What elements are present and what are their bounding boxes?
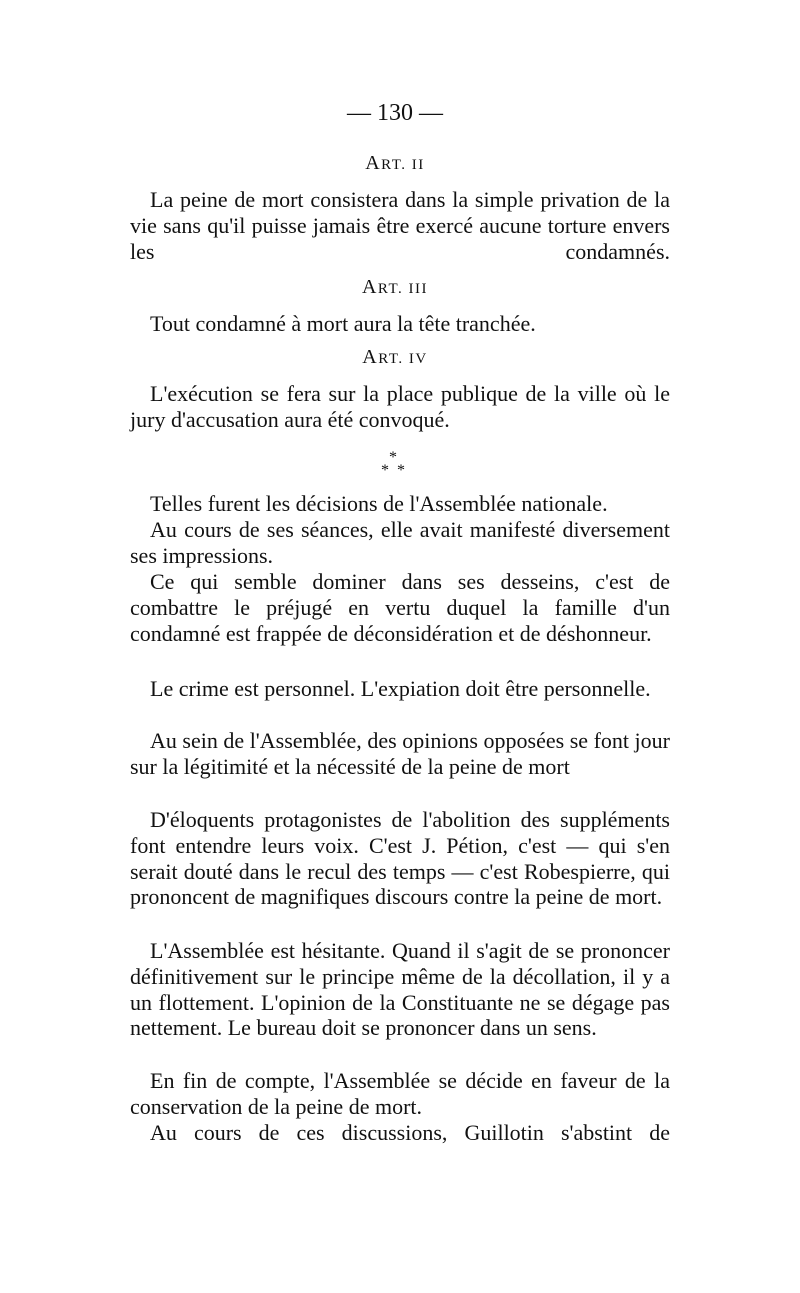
paragraph-3: Ce qui semble dominer dans ses desseins, c'est de combattre le préjugé en vertu duquel la famille d'un condamné est frappée de déconsidération et de déshonneur. bbox=[130, 569, 670, 646]
article-2-heading-rest: RT. II bbox=[381, 157, 425, 173]
article-3-heading-initial: A bbox=[361, 276, 378, 298]
paragraph-8: En fin de compte, l'Assemblée se décide en faveur de la conservation de la peine de mort. bbox=[130, 1068, 670, 1119]
page-number: — 130 — bbox=[347, 100, 443, 126]
article-3-heading-rest: RT. III bbox=[377, 281, 429, 297]
article-2-heading bbox=[0, 152, 790, 175]
article-2-heading-initial: A bbox=[365, 152, 382, 174]
article-3-heading bbox=[0, 276, 790, 299]
paragraph-1: Telles furent les décisions de l'Assemblée nationale. bbox=[150, 491, 608, 516]
asterism-star-right: * bbox=[397, 462, 405, 479]
article-4-heading-rest: RT. IV bbox=[378, 351, 428, 367]
asterism-separator bbox=[380, 450, 410, 484]
article-3-text: Tout condamné à mort aura la tête tranchée. bbox=[150, 311, 536, 336]
asterism-star-left: * bbox=[381, 462, 389, 479]
paragraph-7: L'Assemblée est hésitante. Quand il s'agit de se prononcer définitivement sur le principe même de la décollation, il y a un flottement. L'opinion de la Constituante ne se dégage pas nettement. Le bureau doit se prononcer dans un sens. bbox=[130, 938, 670, 1041]
article-4-heading bbox=[0, 346, 790, 369]
article-4-heading-initial: A bbox=[362, 346, 379, 368]
article-4-text: L'exécution se fera sur la place publique de la ville où le jury d'accusation aura été convoqué. bbox=[130, 381, 670, 432]
asterism-star-top: * bbox=[389, 449, 397, 466]
paragraph-4: Le crime est personnel. L'expiation doit être personnelle. bbox=[150, 676, 651, 701]
paragraph-5: Au sein de l'Assemblée, des opinions opposées se font jour sur la légitimité et la nécessité de la peine de mort bbox=[130, 728, 670, 779]
paragraph-2: Au cours de ses séances, elle avait manifesté diversement ses impressions. bbox=[130, 517, 670, 568]
paragraph-6: D'éloquents protagonistes de l'abolition des suppléments font entendre leurs voix. C'est J. Pétion, c'est — qui s'en serait douté dans le recul des temps — c'est Robespierre, qui prononcent de magnifiques discours contre la peine de mort. bbox=[130, 807, 670, 910]
article-2-text: La peine de mort consistera dans la simple privation de la vie sans qu'il puisse jamais être exercé aucune torture envers les condamnés. bbox=[130, 187, 670, 264]
paragraph-9: Au cours de ces discussions, Guillotin s'abstint de bbox=[150, 1120, 670, 1145]
